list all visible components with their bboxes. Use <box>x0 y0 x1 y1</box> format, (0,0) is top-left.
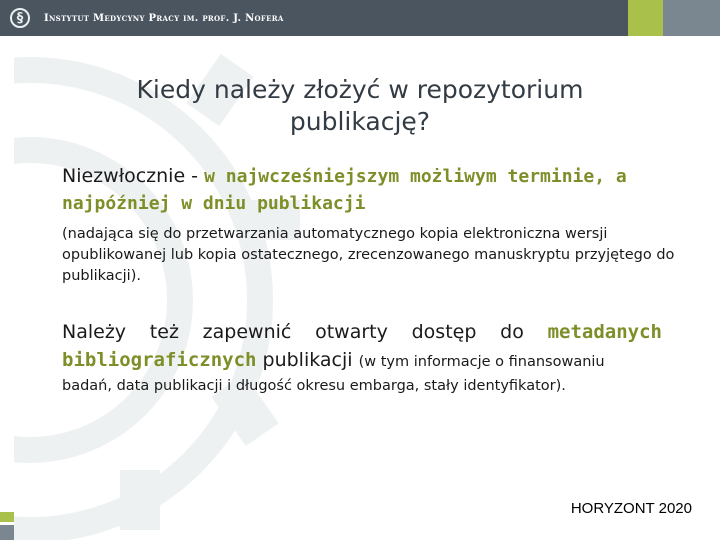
paragraph-1-highlight: w najwcześniejszym możliwym terminie, a najpóźniej w dniu publikacji <box>62 166 627 214</box>
left-accent-green <box>0 512 14 522</box>
paragraph-2-mid: publikacji <box>256 349 359 371</box>
paragraph-2 <box>62 318 662 376</box>
paragraph-2-small: (w tym informacje o finansowaniu <box>358 354 605 370</box>
paragraph-2-lead: Należy też zapewnić otwarty dostęp do <box>62 321 548 343</box>
paragraph-2-continuation: badań, data publikacji i długość okresu embarga, stały identyfikator). <box>62 378 566 394</box>
footer-program-tag: HORYZONT 2020 <box>570 500 692 517</box>
paragraph-1-lead: Niezwłocznie - <box>62 165 205 187</box>
left-edge <box>0 36 14 540</box>
left-accent-gray <box>0 525 14 540</box>
paragraph-2-highlight: metadanych bibliograficznych <box>62 321 662 371</box>
paragraph-1 <box>62 163 682 217</box>
paragraph-1-note: (nadająca się do przetwarzania automatycznego kopia elektroniczna wersji opublikowanej lub kopia ostatecznego, zrecenzowanego manuskryptu przyjętego do publikacji). <box>62 226 675 284</box>
institute-logo-icon: § <box>10 8 30 28</box>
organization-name: Instytut Medycyny Pracy im. prof. J. Nofera <box>44 12 284 24</box>
slide-title: Kiedy należy złożyć w repozytorium publikację? <box>136 75 584 136</box>
